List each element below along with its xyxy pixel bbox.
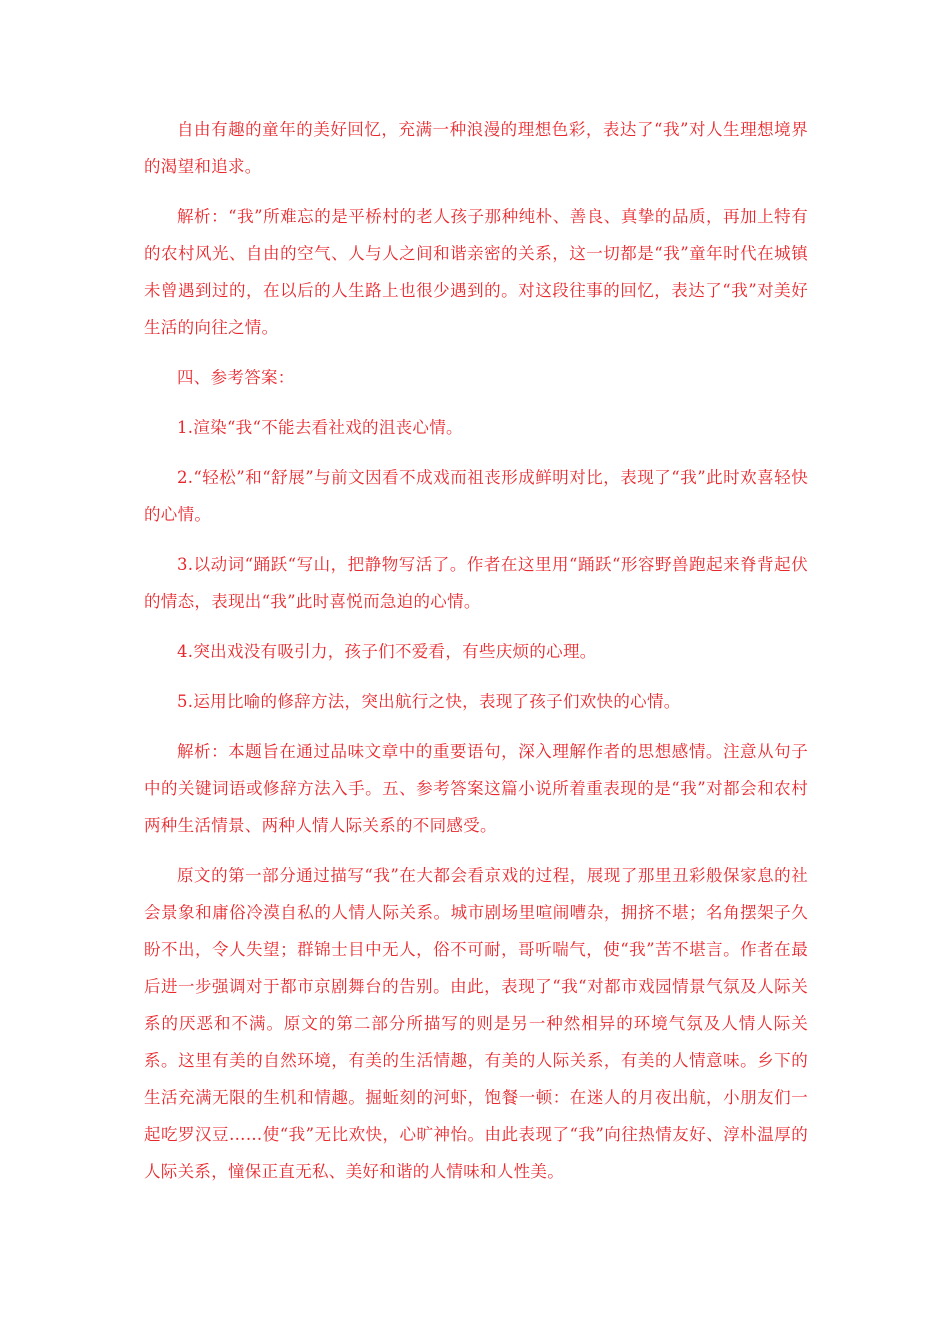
- answer-item-5: 5.运用比喻的修辞方法，突出航行之快，表现了孩子们欢快的心情。: [177, 692, 681, 711]
- paragraph-analysis-memory: 解析：“我”所难忘的是平桥村的老人孩子那种纯朴、善良、真挚的品质，再加上特有的农村风光、自由的空气、人与人之间和谐亲密的关系，这一切都是“我”童年时代在城镇未曾遇到过的，在以后的人生路上也很少遇到的。对这段往事的回忆，表达了“我”对美好生活的向往之情。: [144, 207, 808, 337]
- answer-item-4: 4.突出戏没有吸引力，孩子们不爱看，有些庆烦的心理。: [177, 642, 597, 661]
- paragraph-original-text-analysis: 原文的第一部分通过描写“我”在大都会看京戏的过程，展现了那里丑彩般保家息的社会景象和庸俗冷漠自私的人情人际关系。城市剧场里喧闹嘈杂，拥挤不堪；名角摆架子久盼不出，令人失望；群锦士目中无人，俗不可耐，哥听喘气，使“我”苦不堪言。作者在最后进一步强调对于都市京剧舞台的告别。由此，表现了“我“对都市戏园情景气氛及人际关系的厌恶和不满。原文的第二部分所描写的则是另一种然相异的环境气氛及人情人际关系。这里有美的自然环境，有美的生活情趣，有美的人际关系，有美的人情意味。乡下的生活充满无限的生机和情趣。掘蚯刻的河虾，饱餐一顿：在迷人的月夜出航，小朋友们一起吃罗汉豆……使“我”无比欢快，心旷神怡。由此表现了“我”向往热情友好、淳朴温厚的人际关系，憧保正直无私、美好和谐的人情味和人性美。: [144, 866, 808, 1181]
- section-heading-answers-four: 四、参考答案：: [177, 368, 295, 387]
- paragraph-analysis-sentences: 解析：本题旨在通过品味文章中的重要语句，深入理解作者的思想感情。注意从句子中的关键词语或修辞方法入手。五、参考答案这篇小说所着重表现的是“我”对都会和农村两种生活情景、两种人情人际关系的不同感受。: [144, 742, 808, 835]
- answer-item-2: 2.“轻松”和“舒展”与前文因看不成戏而祖丧形成鲜明对比，表现了“我”此时欢喜轻快的心情。: [144, 468, 808, 524]
- paragraph-childhood-memory: 自由有趣的童年的美好回忆，充满一种浪漫的理想色彩，表达了“我”对人生理想境界的渴望和追求。: [144, 120, 808, 176]
- answer-item-1: 1.渲染“我“不能去看社戏的沮丧心情。: [177, 418, 463, 437]
- document-body: [144, 111, 808, 1190]
- answer-item-3: 3.以动词“踊跃“写山，把静物写活了。作者在这里用“踊跃“形容野兽跑起来脊背起伏的情态，表现出“我”此时喜悦而急迫的心情。: [144, 555, 808, 611]
